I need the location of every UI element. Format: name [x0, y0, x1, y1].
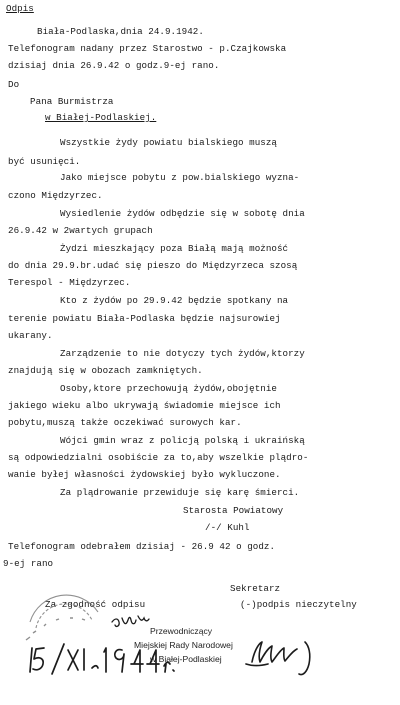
stamp-line-1: Przewodniczący — [150, 626, 213, 636]
body-line: wanie byłej własności żydowskiej było wykluczone. — [8, 469, 281, 480]
received-line: Telefonogram odebrałem dzisiaj - 26.9 42 o godz. — [8, 541, 276, 552]
body-line: znajdują się w obozach zamkniętych. — [8, 365, 203, 376]
addressee-name: Pana Burmistrza — [30, 96, 114, 107]
signer-title: Starosta Powiatowy — [183, 505, 284, 516]
body-line: Wójci gmin wraz z policją polską i ukraińską — [60, 435, 305, 446]
body-line: Za plądrowanie przewiduje się karę śmierci. — [60, 487, 300, 498]
body-line: być usunięci. — [8, 156, 81, 167]
stamp-line-3: w Białej-Podlaskiej — [150, 654, 222, 664]
signature-note: (-)podpis nieczytelny — [240, 599, 357, 610]
received-time: 9-ej rano — [3, 558, 54, 569]
telefonogram-time-line: dzisiaj dnia 26.9.42 o godz.9-ej rano. — [8, 60, 220, 71]
body-line: Jako miejsce pobytu z pow.bialskiego wyzna- — [60, 172, 300, 183]
body-line: Terespol - Międzyrzec. — [8, 277, 131, 288]
body-line: do dnia 29.9.br.udać się pieszo do Międzyrzeca szosą — [8, 260, 298, 271]
body-line: Wszystkie żydy powiatu bialskiego muszą — [60, 137, 277, 148]
document-header: Odpis — [6, 3, 34, 14]
addressee-do: Do — [8, 79, 20, 90]
body-line: jakiego wieku albo ukrywają świadomie miejsce ich — [8, 400, 281, 411]
handwritten-initials-icon — [112, 616, 149, 626]
certification-label: Za zgodność odpisu — [45, 599, 146, 610]
signer-name: /-/ Kuhl — [205, 522, 250, 533]
body-line: są odpowiedzialni osobiście za to,aby wszelkie plądro- — [8, 452, 309, 463]
handwritten-signature-icon — [246, 642, 310, 675]
body-line: Żydzi mieszkający poza Białą mają możność — [60, 243, 289, 254]
body-line: pobytu,muszą także oczekiwać surowych kar. — [8, 417, 242, 428]
body-line: Kto z żydów po 29.9.42 będzie spotkany na — [60, 295, 289, 306]
body-line: Zarządzenie to nie dotyczy tych żydów,ktorzy — [60, 348, 305, 359]
secretary-label: Sekretarz — [230, 583, 281, 594]
body-line: terenie powiatu Biała-Podlaska będzie najsurowiej — [8, 313, 281, 324]
body-line: Wysiedlenie żydów odbędzie się w sobotę dnia — [60, 208, 305, 219]
body-line: 26.9.42 w 2wartych grupach — [8, 225, 153, 236]
body-line: czono Międzyrzec. — [8, 190, 103, 201]
addressee-place: w Białej-Podlaskiej. — [45, 112, 157, 123]
stamp-line-2: Miejskiej Rady Narodowej — [134, 640, 233, 650]
body-line: Osoby,ktore przechowują żydów,obojętnie — [60, 383, 277, 394]
body-line: ukarany. — [8, 330, 53, 341]
date-line: Biała-Podlaska,dnia 24.9.1942. — [37, 26, 204, 37]
handwritten-date-icon — [30, 644, 174, 674]
round-seal-icon — [26, 595, 98, 640]
telefonogram-line: Telefonogram nadany przez Starostwo - p.Czajkowska — [8, 43, 287, 54]
